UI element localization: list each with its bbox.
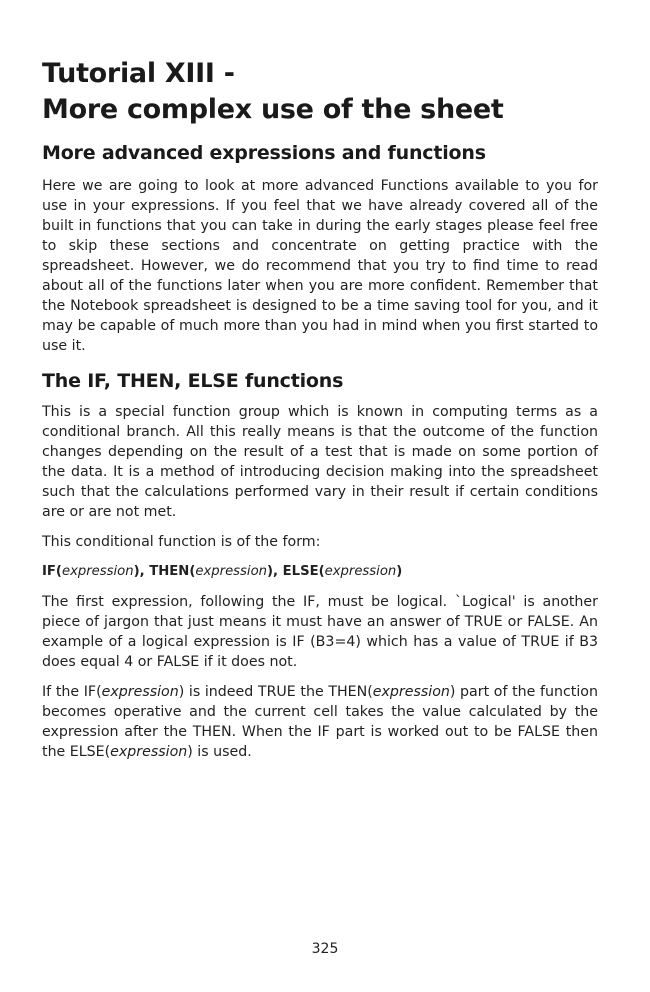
p4-part5: ) part of the function becomes operative and the current cell takes the value calculated by the expression after the THEN. When the IF part is worked out to be FALSE then the ELSE( — [42, 684, 598, 760]
p4-part1: If the IF( — [42, 684, 102, 700]
syntax-else-arg: expression — [324, 564, 397, 579]
p4-part7: ) is used. — [187, 744, 252, 760]
title-line-2: More complex use of the sheet — [42, 94, 504, 125]
syntax-else: ELSE( — [282, 564, 325, 579]
title-line-1: Tutorial XIII - — [42, 58, 235, 89]
syntax-if-arg: expression — [61, 564, 134, 579]
paragraph-intro: Here we are going to look at more advanced Functions available to you for use in your expressions. If you feel that we have already covered all of the built in functions that you can take in during the early stages please feel free to skip these sections and concentrate on getting practice with the spreadsheet. However, we do recommend that you try to find time to read about all of the functions later when you are more confident. Remember that the Notebook spreadsheet is designed to be a time saving tool for you, and it may be capable of much more than you had in mind when you first started to use it. — [42, 178, 598, 354]
paragraph-conditional-branch: This is a special function group which is known in computing terms as a conditional branch. All this really means is that the outcome of the function changes depending on the result of a test that is made on some portion of the data. It is a method of introducing decision making into the spreadsheet such that the calculations performed vary in their result if certain conditions are or are not met. — [42, 404, 598, 520]
page-number: 325 — [311, 941, 339, 957]
function-syntax — [42, 562, 598, 582]
section-heading-if-then-else: The IF, THEN, ELSE functions — [42, 370, 344, 392]
paragraph-if-true-false — [42, 682, 598, 762]
p4-part2: expression — [101, 684, 179, 700]
section-heading-advanced-expressions: More advanced expressions and functions — [42, 142, 486, 164]
p4-part4: expression — [372, 684, 450, 700]
document-page — [42, 56, 598, 762]
syntax-else-close: ) — [396, 564, 403, 579]
syntax-then-close: ), — [267, 564, 283, 579]
p4-part3: ) is indeed TRUE the THEN( — [178, 684, 373, 700]
paragraph-form-intro: This conditional function is of the form: — [42, 534, 321, 550]
syntax-then: THEN( — [149, 564, 196, 579]
syntax-if: IF( — [42, 564, 62, 579]
syntax-if-close: ), — [133, 564, 150, 579]
p4-part6: expression — [110, 744, 188, 760]
page-title — [42, 56, 598, 128]
paragraph-logical-expression: The first expression, following the IF, must be logical. `Logical' is another piece of jargon that just means it must have an answer of TRUE or FALSE. An example of a logical expression is IF (B3=4) which has a value of TRUE if B3 does equal 4 or FALSE if it does not. — [42, 594, 598, 670]
syntax-then-arg: expression — [195, 564, 268, 579]
